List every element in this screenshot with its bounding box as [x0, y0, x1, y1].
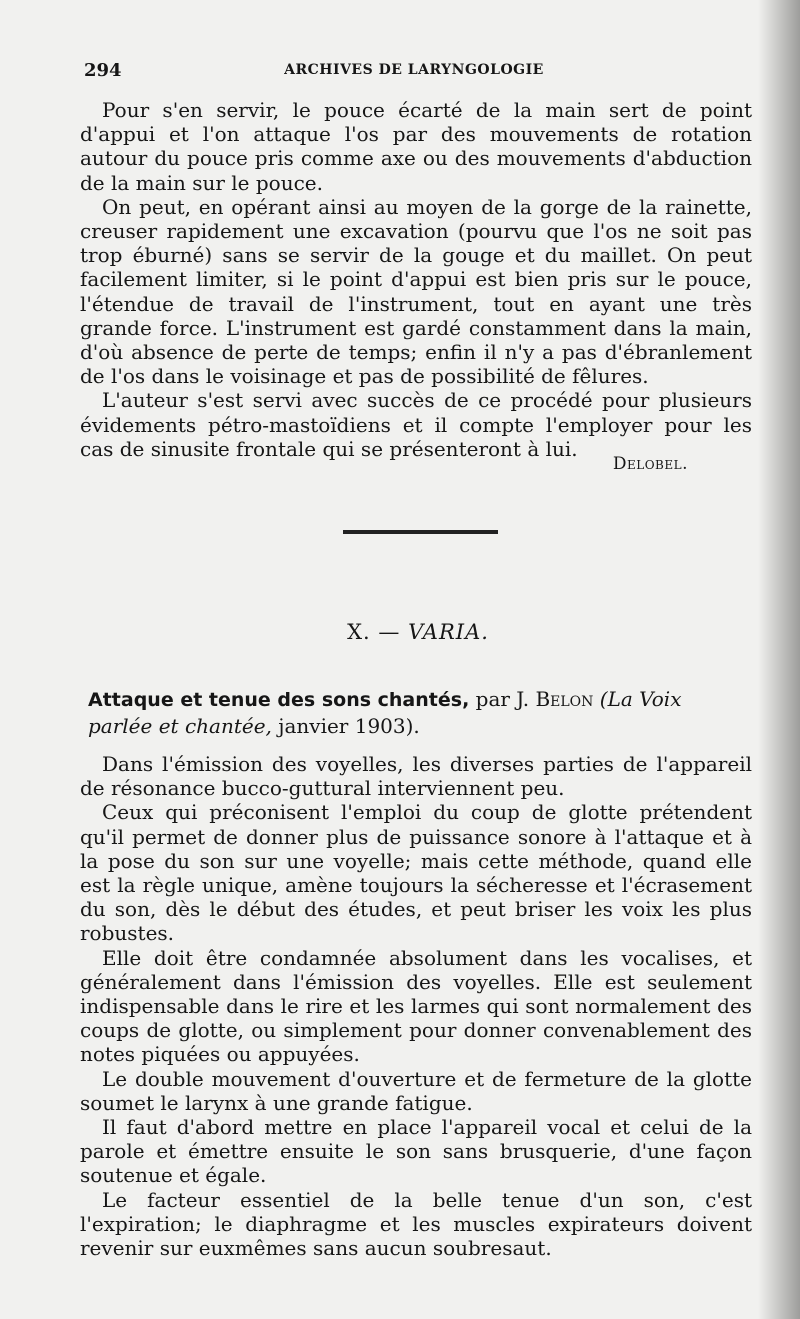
running-head — [84, 60, 744, 84]
page-number: 294 — [84, 60, 122, 81]
paragraph: Dans l'émission des voyelles, les diverses parties de l'appareil de résonance bucco-guttural interviennent peu. — [80, 752, 752, 801]
article-title: Attaque et tenue des sons chantés, — [88, 689, 470, 711]
paragraph: Ceux qui préconisent l'emploi du coup de glotte prétendent qu'il permet de donner plus de puissance sonore à l'attaque et à la pose du son sur une voyelle; mais cette méthode, quand elle est la règle unique, amène toujours la sécheresse et l'écrasement du son, dès le début des études, et peut briser les voix les plus robustes. — [80, 800, 752, 946]
author-signature: Delobel. — [612, 454, 688, 474]
section-divider — [343, 530, 498, 534]
article-author: Belon — [535, 687, 594, 711]
section-number: X. — — [347, 620, 401, 644]
article-heading — [88, 686, 752, 739]
paragraph: On peut, en opérant ainsi au moyen de la gorge de la rainette, creuser rapidement une excavation (pourvu que l'os ne soit pas trop éburné) sans se servir de la gouge et du maillet. On peut facilement limiter, si le point d'appui est bien pris sur le pouce, l'étendue de travail de l'instrument, tout en ayant une très grande force. L'instrument est gardé constamment dans la main, d'où absence de perte de temps; enfin il n'y a pas d'ébranlement de l'os dans le voisinage et pas de possibilité de fêlures. — [80, 194, 752, 389]
paragraph: L'auteur s'est servi avec succès de ce procédé pour plusieurs évidements pétro-mastoïdiens et il compte l'employer pour les cas de sinusite frontale qui se présenteront à lui. — [80, 388, 752, 461]
paragraph: Il faut d'abord mettre en place l'appareil vocal et celui de la parole et émettre ensuite le son sans brusquerie, d'une façon soutenue et égale. — [80, 1115, 752, 1188]
journal-title: ARCHIVES DE LARYNGOLOGIE — [284, 62, 544, 78]
section-name: VARIA. — [408, 620, 489, 644]
section-heading — [0, 620, 800, 644]
article-journal: (La Voix parlée et chantée, — [88, 687, 682, 738]
page-edge-shadow — [758, 0, 800, 1319]
section1-body — [80, 98, 752, 461]
section2-body — [80, 752, 752, 1260]
article-by: par J. — [475, 687, 530, 711]
paragraph: Le facteur essentiel de la belle tenue d'un son, c'est l'expiration; le diaphragme et les muscles expirateurs doivent revenir sur euxmêmes sans aucun soubresaut. — [80, 1187, 752, 1261]
paragraph: Elle doit être condamnée absolument dans les vocalises, et généralement dans l'émission des voyelles. Elle est seulement indispensable dans le rire et les larmes qui sont normalement des coups de glotte, ou simplement pour donner convenablement des notes piquées ou appuyées. — [80, 945, 752, 1067]
paragraph: Pour s'en servir, le pouce écarté de la main sert de point d'appui et l'on attaque l'os par des mouvements de rotation autour du pouce pris comme axe ou des mouvements d'abduction de la main sur le pouce. — [80, 98, 752, 195]
article-date: janvier 1903). — [278, 714, 420, 738]
paragraph: Le double mouvement d'ouverture et de fermeture de la glotte soumet le larynx à une grande fatigue. — [80, 1066, 752, 1115]
